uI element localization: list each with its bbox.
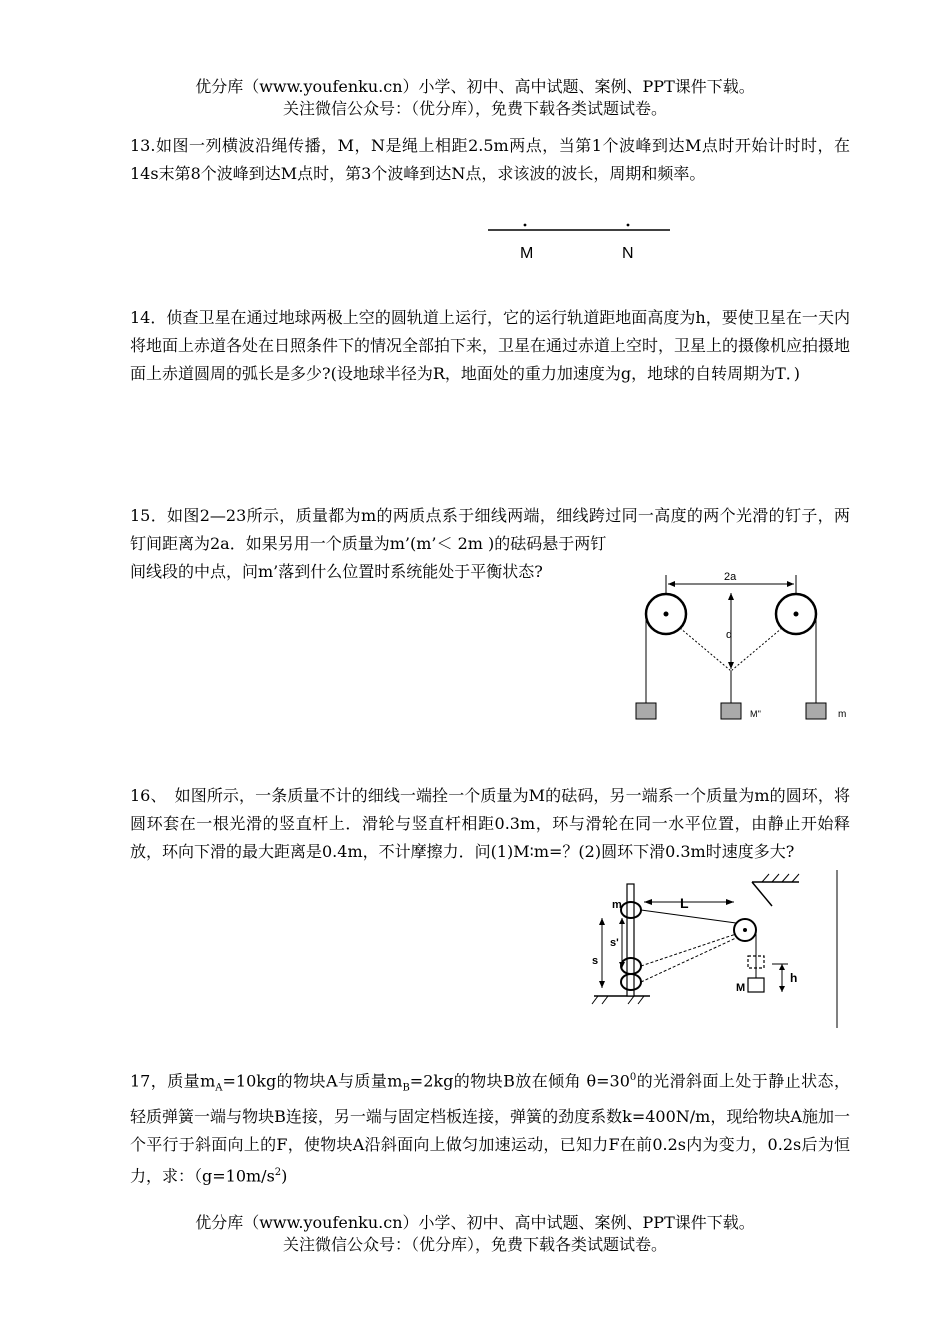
question-14-text: 14．侦查卫星在通过地球两极上空的圆轨道上运行，它的运行轨道距地面高度为h，要使卫星在一天内将地面上赤道各处在日照条件下的情况全部拍下来，卫星在通过赤道上空时，卫星上的摄像机应拍摄地面上赤道圆周的弧长是多少?(设地球半径为R，地面处的重力加速度为g，地球的自转周期为T．): [130, 308, 851, 383]
left-diagonal-string: [680, 628, 731, 671]
ground-hatch-1: [592, 996, 598, 1004]
page-footer: [0, 1212, 950, 1256]
dim-l-arrow-left: [644, 899, 652, 905]
dim-arrow-left: [668, 581, 675, 587]
label-s-prime: s': [610, 937, 619, 949]
ground-hatch-4: [638, 996, 644, 1004]
ceiling-hatch-2: [772, 874, 779, 882]
ceiling-hatch-3: [782, 874, 789, 882]
pulley-figure-15: [630, 565, 852, 727]
dim-s-arrow-top: [599, 918, 605, 925]
point-m-dot: [524, 224, 527, 227]
dim-l-arrow-right: [726, 899, 734, 905]
ring-pulley-figure: [584, 868, 840, 1032]
footer-line-2: 关注微信公众号：（优分库），免费下载各类试题试卷。: [282, 1235, 667, 1254]
question-15: [130, 502, 850, 558]
pulley-support: [752, 882, 772, 906]
header-line-1: 优分库（www.youfenku.cn）小学、初中、高中试题、案例、PPT课件下载。: [195, 77, 755, 96]
dim-h-arrow-top: [779, 964, 785, 970]
pulley-axle: [743, 928, 747, 932]
q17-sub-b: B: [402, 1082, 410, 1094]
dim-sp-arrow-top: [619, 918, 625, 924]
question-13: [130, 132, 850, 188]
label-n: N: [622, 245, 634, 262]
question-15-cont: [130, 558, 630, 586]
question-13-text: 13.如图一列横波沿绳传播，M，N是绳上相距2.5m两点，当第1个波峰到达M点时开始计时时，在14s末第8个波峰到达M点时，第3个波峰到达N点，求该波的波长，周期和频率。: [130, 136, 850, 183]
label-d: d: [726, 629, 733, 641]
ceiling-hatch-4: [792, 874, 799, 882]
rope-figure: [480, 220, 680, 268]
middle-mass: [721, 703, 741, 719]
q17-part-2: =10kg的物块A与质量m: [222, 1071, 403, 1091]
string-middle: [641, 934, 736, 966]
vertical-rod: [627, 884, 634, 996]
question-16-text: 16、 如图所示，一条质量不计的细线一端拴一个质量为M的砝码，另一端系一个质量为m的圆环，将圆环套在一根光滑的竖直杆上．滑轮与竖直杆相距0.3m，环与滑轮在同一水平位置，由静止开始释放，环向下滑的最大距离是0.4m，不计摩擦力．问(1)M∶m=？(2)圆环下滑0.3m时速度多大?: [130, 786, 850, 861]
dim-arrow-top: [728, 593, 734, 600]
label-h: h: [790, 971, 798, 985]
q17-sup-2: 2: [274, 1166, 282, 1178]
question-17: [130, 1064, 850, 1190]
string-initial: [641, 910, 736, 923]
q17-part-4: 的光滑斜面上处于静止状态，轻质弹簧一端与物块B连接，另一端与固定档板连接，弹簧的劲度系数k=400N/m，现给物块A施加一个平行于斜面向上的F，使物块A沿斜面向上做匀加速运动，已知力F在前0.2s内为变力，0.2s后为恒力，求：（g=10m/s: [130, 1071, 850, 1185]
q17-part-5: ): [281, 1165, 288, 1185]
question-17-text: [130, 1064, 850, 1190]
label-s: s: [592, 955, 599, 967]
label-l: L: [680, 895, 689, 911]
label-m-ring: m: [612, 899, 622, 911]
string-bottom: [641, 938, 736, 982]
question-14: [130, 304, 850, 388]
label-m-prime: M'': [750, 709, 761, 719]
q17-part-1: 17，质量m: [130, 1071, 216, 1091]
label-m-right: m: [838, 709, 847, 720]
right-diagonal-string: [731, 628, 782, 671]
dim-s-arrow-bottom: [599, 981, 605, 988]
left-mass: [636, 703, 656, 719]
mass-m: [748, 978, 764, 992]
right-mass: [806, 703, 826, 719]
ground-hatch-2: [602, 996, 608, 1004]
q17-part-3: =2kg的物块B放在倾角 θ=30: [409, 1071, 630, 1091]
ground-hatch-3: [628, 996, 634, 1004]
footer-line-1: 优分库（www.youfenku.cn）小学、初中、高中试题、案例、PPT课件下载。: [195, 1213, 755, 1232]
question-15-text-1: 15．如图2—23所示，质量都为m的两质点系于细线两端，细线跨过同一高度的两个光滑的钉子，两钉间距离为2a．如果另用一个质量为m’(m’＜ 2m )的砝码悬于两钉: [130, 506, 850, 553]
ceiling-hatch-1: [762, 874, 769, 882]
dim-sp-arrow-bottom: [619, 962, 625, 968]
dim-arrow-bottom: [728, 662, 734, 669]
q17-sub-a: A: [215, 1082, 223, 1094]
header-line-2: 关注微信公众号：（优分库），免费下载各类试题试卷。: [282, 99, 667, 118]
right-pulley-axle: [794, 612, 799, 617]
dim-h-arrow-bottom: [779, 986, 785, 992]
question-15-text-2: 间线段的中点，问m’落到什么位置时系统能处于平衡状态?: [130, 562, 543, 581]
page-header: [0, 76, 950, 120]
label-2a: 2a: [724, 571, 737, 583]
left-pulley-axle: [664, 612, 669, 617]
point-n-dot: [627, 224, 630, 227]
dim-arrow-right: [787, 581, 794, 587]
label-m: M: [520, 245, 534, 262]
label-m-mass: M: [736, 982, 746, 994]
q17-sup-0: 0: [629, 1072, 637, 1083]
question-16: [130, 782, 850, 866]
